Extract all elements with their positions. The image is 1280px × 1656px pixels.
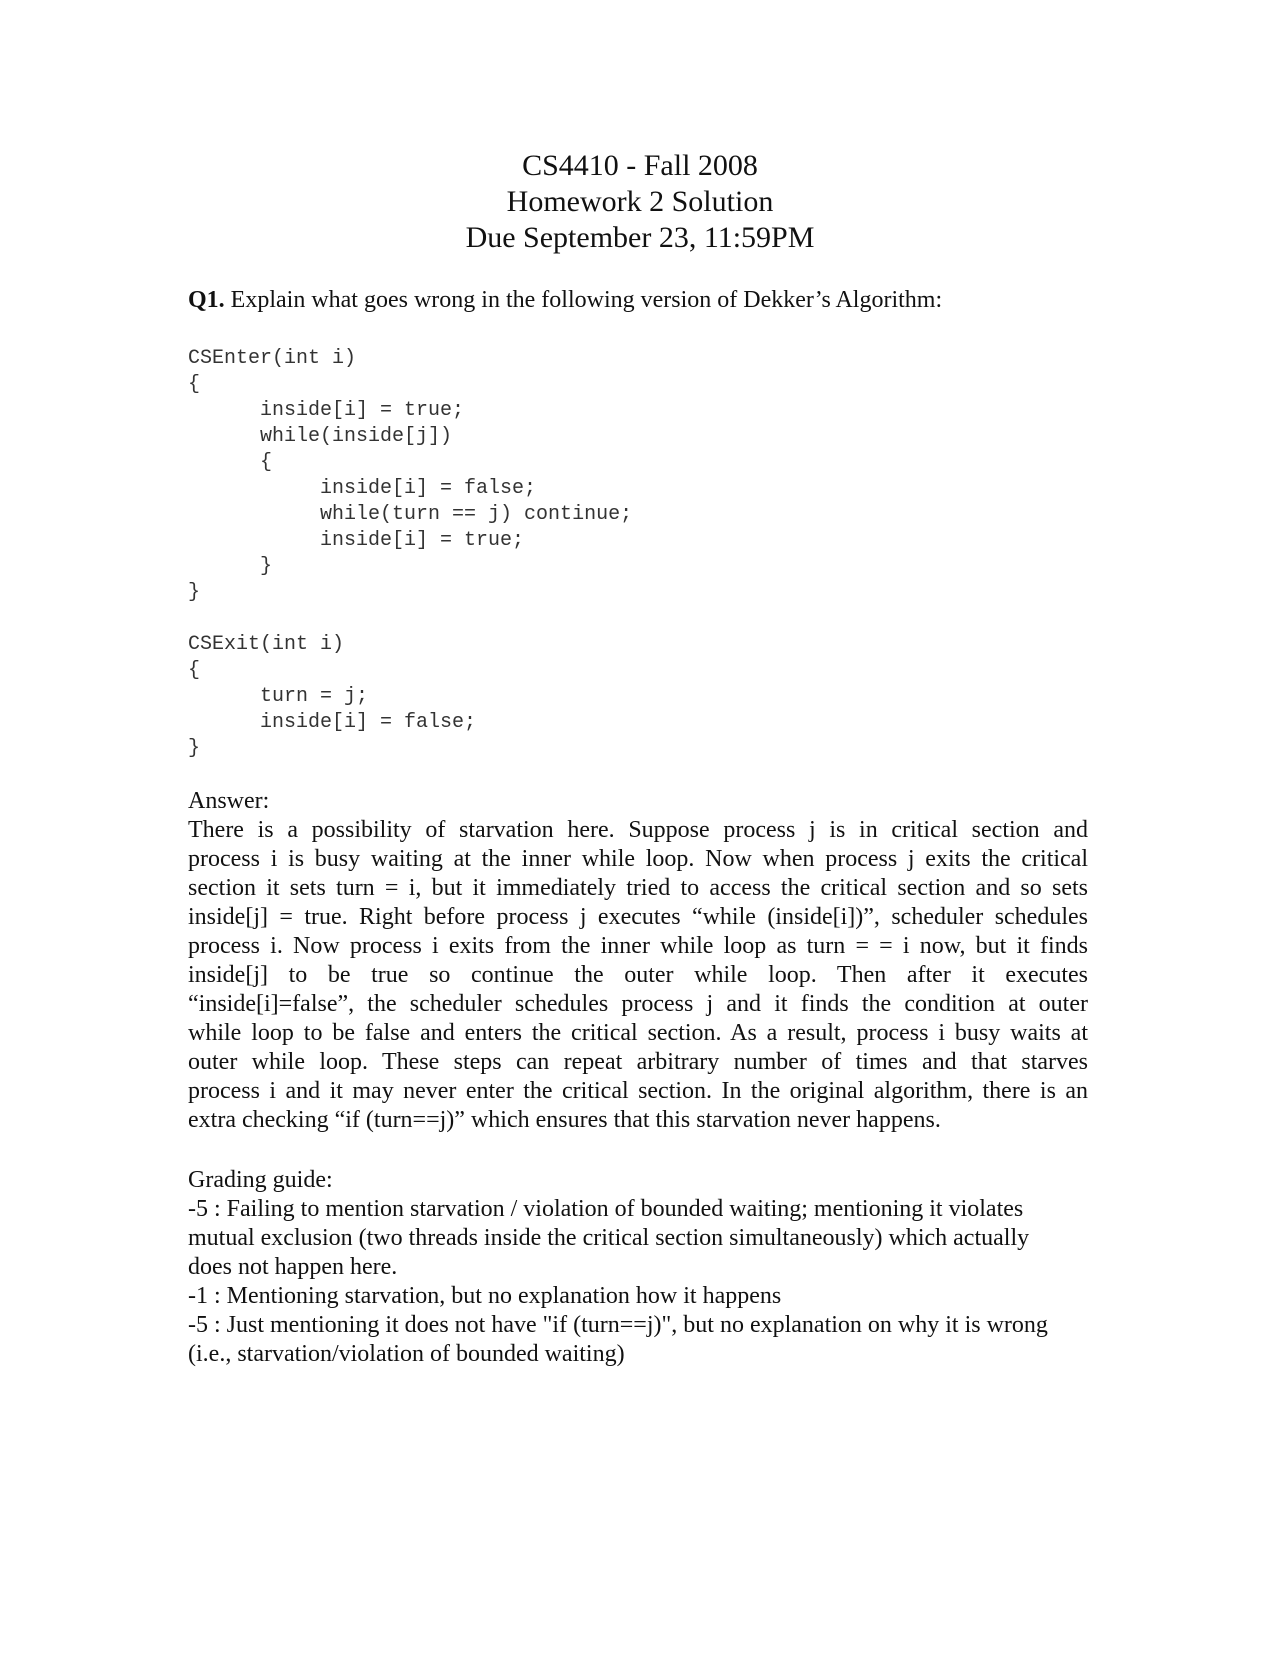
- code-line: while(turn == j) continue;: [188, 503, 633, 526]
- course-title: CS4410 - Fall 2008: [522, 149, 758, 182]
- answer-line: inside[j] = true. Right before process j executes “while (inside[i])”, scheduler schedules: [188, 904, 1088, 930]
- answer-line: extra checking “if (turn==j)” which ensures that this starvation never happens.: [188, 1107, 941, 1133]
- grading-line: -5 : Failing to mention starvation / violation of bounded waiting; mentioning it violates: [188, 1196, 1024, 1222]
- grading-line: -1 : Mentioning starvation, but no explanation how it happens: [188, 1283, 782, 1309]
- code-line: }: [188, 737, 201, 760]
- code-line: CSEnter(int i): [188, 347, 357, 370]
- question-text: Explain what goes wrong in the following version of Dekker’s Algorithm:: [230, 287, 943, 313]
- answer-line: process i and it may never enter the critical section. In the original algorithm, there is an: [188, 1078, 1088, 1104]
- code-line: while(inside[j]): [188, 425, 453, 448]
- grading-line: (i.e., starvation/violation of bounded waiting): [188, 1341, 625, 1367]
- due-date: Due September 23, 11:59PM: [465, 221, 815, 254]
- answer-line: outer while loop. These steps can repeat arbitrary number of times and that starves: [188, 1049, 1088, 1075]
- answer-line: “inside[i]=false”, the scheduler schedules process j and it finds the condition at outer: [188, 991, 1088, 1017]
- grading-line: mutual exclusion (two threads inside the critical section simultaneously) which actually: [188, 1225, 1030, 1251]
- answer-line: process i is busy waiting at the inner while loop. Now when process j exits the critical: [188, 846, 1088, 872]
- document-header: [0, 148, 1280, 256]
- code-line: }: [188, 555, 273, 578]
- answer-line: inside[j] to be true so continue the outer while loop. Then after it executes: [188, 962, 1088, 988]
- answer-line: There is a possibility of starvation here. Suppose process j is in critical section and: [188, 817, 1088, 843]
- answer-paragraph: [188, 816, 1088, 1135]
- grading-guide: [188, 1166, 1088, 1369]
- code-line: {: [188, 659, 201, 682]
- code-block: [188, 346, 632, 762]
- code-line: inside[i] = true;: [188, 399, 465, 422]
- answer-line: while loop to be false and enters the critical section. As a result, process i busy waits at: [188, 1020, 1088, 1046]
- grading-line: -5 : Just mentioning it does not have "if (turn==j)", but no explanation on why it is wrong: [188, 1312, 1048, 1338]
- code-line: {: [188, 451, 273, 474]
- question-label: Q1.: [188, 287, 225, 313]
- answer-line: process i. Now process i exits from the inner while loop as turn = = i now, but it finds: [188, 933, 1088, 959]
- code-line: CSExit(int i): [188, 633, 345, 656]
- code-line: inside[i] = false;: [188, 711, 477, 734]
- code-line: inside[i] = true;: [188, 529, 525, 552]
- code-line: inside[i] = false;: [188, 477, 537, 500]
- answer-line: section it sets turn = i, but it immediately tried to access the critical section and so sets: [188, 875, 1088, 901]
- homework-title: Homework 2 Solution: [506, 185, 774, 218]
- code-line: turn = j;: [188, 685, 369, 708]
- code-line: }: [188, 581, 201, 604]
- code-line: {: [188, 373, 201, 396]
- grading-line: does not happen here.: [188, 1254, 398, 1280]
- answer-label: Answer:: [188, 788, 270, 814]
- question-1: [188, 285, 1088, 315]
- code-line: [188, 606, 632, 632]
- grading-label: Grading guide:: [188, 1167, 333, 1193]
